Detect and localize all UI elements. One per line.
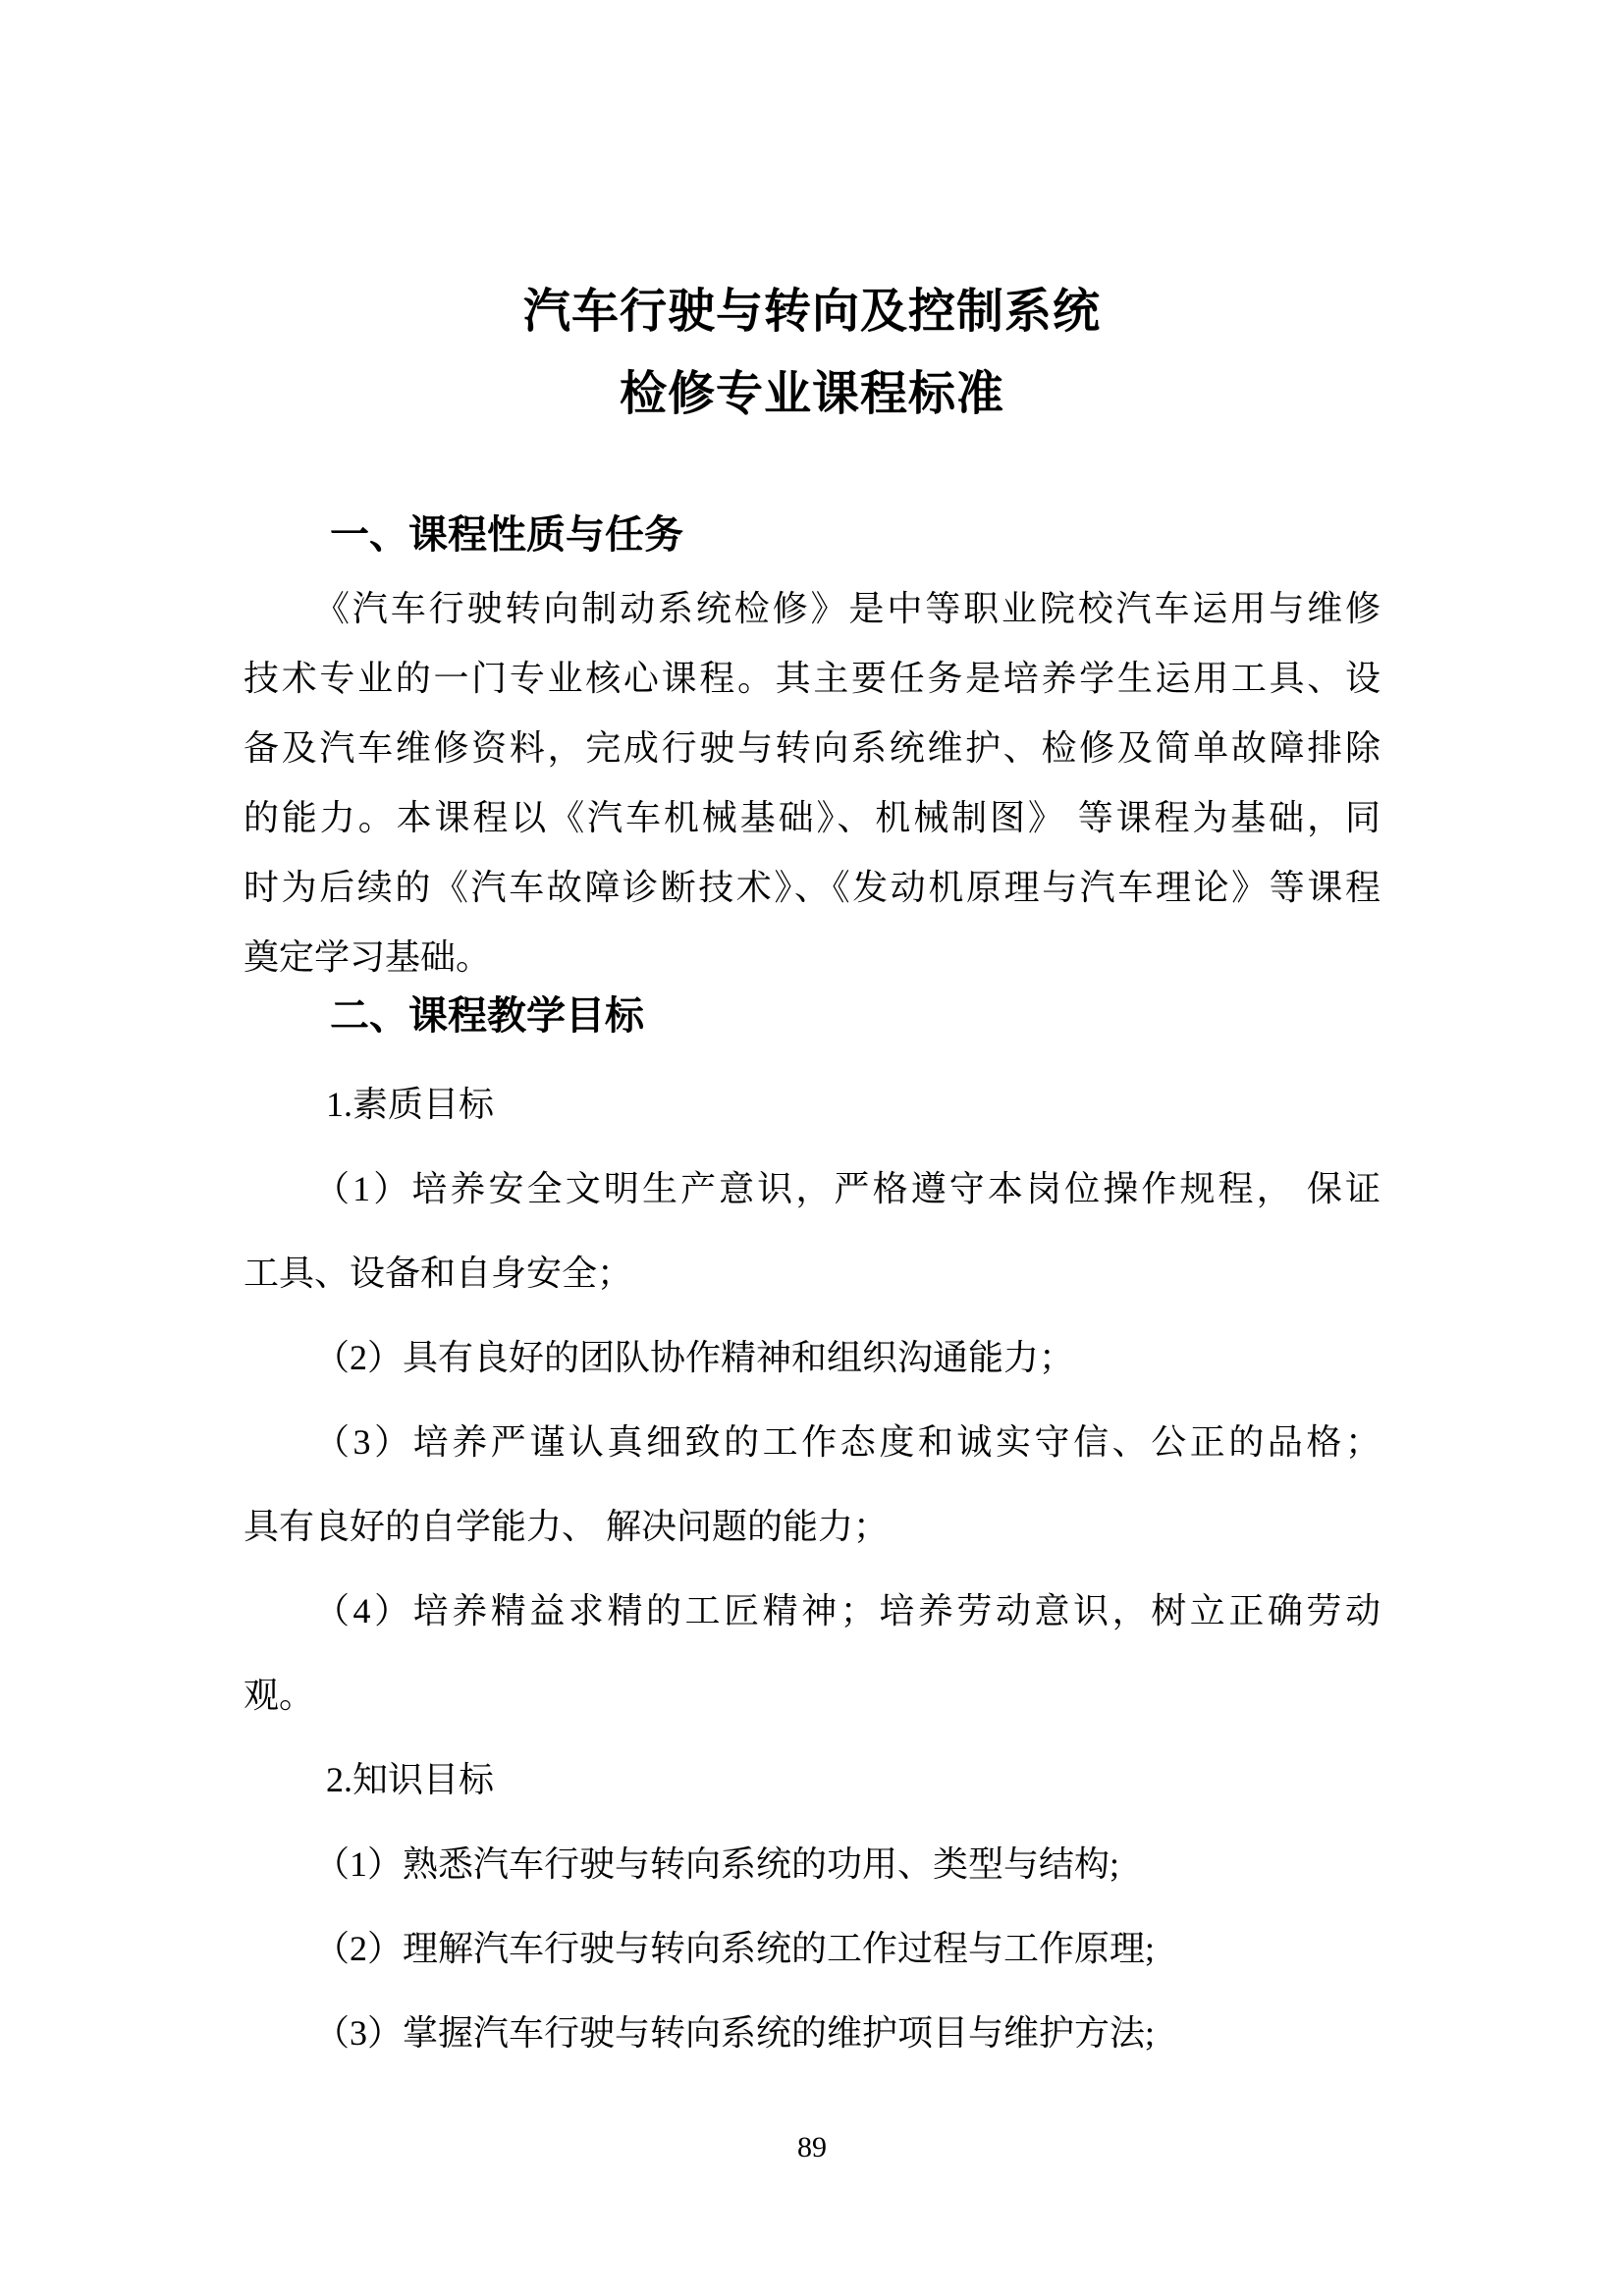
course-objectives — [244, 1062, 1380, 2075]
document-title — [0, 271, 1624, 436]
section-1-paragraph — [244, 574, 1380, 992]
paragraph-line: 奠定学习基础。 — [244, 937, 492, 977]
quality-objective-line: （2）具有良好的团队协作精神和组织沟通能力； — [314, 1338, 1075, 1377]
paragraph-line: 备及汽车维修资料，完成行驶与转向系统维护、检修及简单故障排除 — [244, 728, 1380, 768]
quality-objective-line: （4）培养精益求精的工匠精神；培养劳动意识，树立正确劳动 — [314, 1591, 1380, 1630]
quality-objective-line: 观。 — [244, 1676, 315, 1715]
section-1-heading: 一、课程性质与任务 — [330, 513, 683, 557]
paragraph-line: 技术专业的一门专业核心课程。其主要任务是培养学生运用工具、设 — [244, 659, 1380, 698]
knowledge-objective-line: （1）熟悉汽车行驶与转向系统的功用、类型与结构; — [314, 1844, 1120, 1884]
title-line-1: 汽车行驶与转向及控制系统 — [522, 286, 1101, 338]
paragraph-line: 时为后续的《汽车故障诊断技术》、《发动机原理与汽车理论》等课程 — [244, 868, 1380, 907]
knowledge-objective-line: （3）掌握汽车行驶与转向系统的维护项目与维护方法; — [314, 2013, 1156, 2053]
knowledge-objectives-subheading: 2.知识目标 — [326, 1760, 495, 1799]
paragraph-line: 《汽车行驶转向制动系统检修》是中等职业院校汽车运用与维修 — [314, 589, 1380, 628]
quality-objective-line: （3）培养严谨认真细致的工作态度和诚实守信、公正的品格； — [314, 1422, 1380, 1462]
title-line-2: 检修专业课程标准 — [619, 368, 1004, 420]
quality-objective-line: 工具、设备和自身安全； — [244, 1254, 633, 1293]
quality-objectives-subheading: 1.素质目标 — [326, 1085, 495, 1124]
page-number: 89 — [797, 2131, 827, 2163]
quality-objective-line: 具有良好的自学能力、 解决问题的能力； — [244, 1507, 890, 1546]
knowledge-objective-line: （2）理解汽车行驶与转向系统的工作过程与工作原理; — [314, 1929, 1156, 1968]
quality-objective-line: （1）培养安全文明生产意识，严格遵守本岗位操作规程， 保证 — [314, 1169, 1380, 1208]
paragraph-line: 的能力。本课程以《汽车机械基础》、机械制图》 等课程为基础，同 — [244, 798, 1380, 837]
section-2-heading: 二、课程教学目标 — [330, 994, 644, 1038]
